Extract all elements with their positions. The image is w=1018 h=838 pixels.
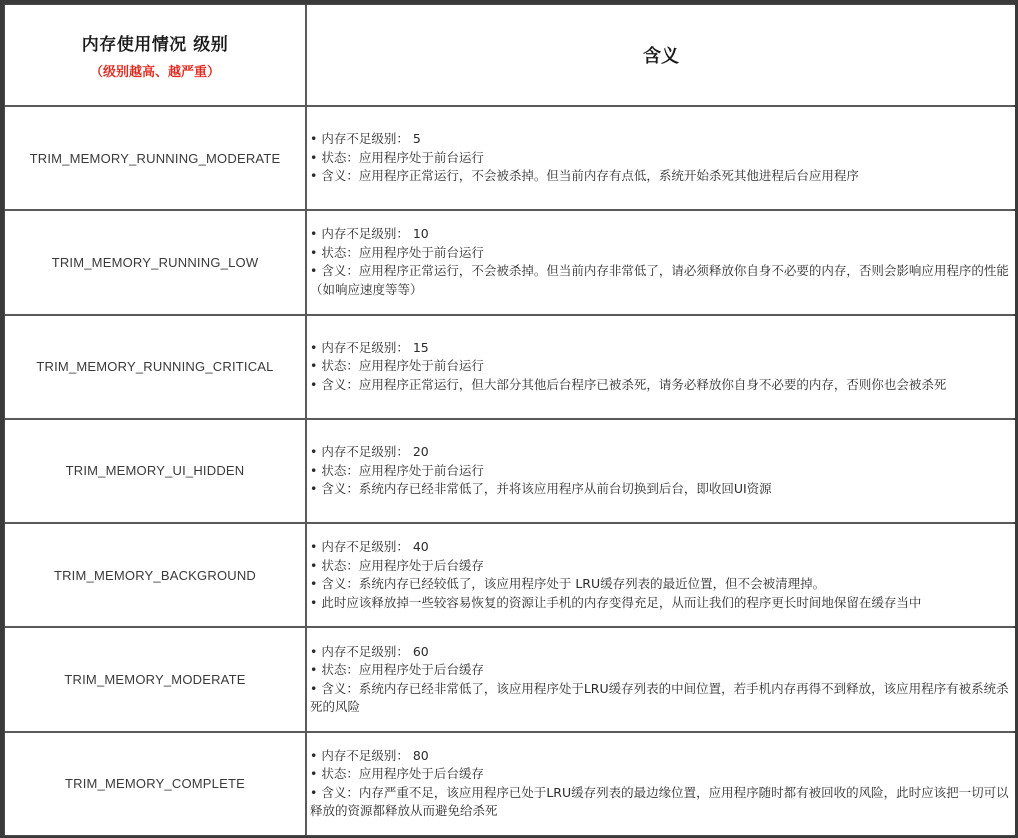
description-line: • 内存不足级别： 80 xyxy=(310,747,429,763)
header-level-subtitle: （级别越高、越严重） xyxy=(89,65,220,80)
level-description-cell xyxy=(307,733,1015,835)
description-line: • 状态：应用程序处于前台运行 xyxy=(310,462,484,478)
level-name-cell xyxy=(5,733,305,835)
description-line: • 含义：应用程序正常运行，但大部分其他后台程序已被杀死，请务必释放你自身不必要的内存，否则你也会被杀死 xyxy=(310,376,947,392)
description-line: • 状态：应用程序处于后台缓存 xyxy=(310,662,484,678)
description-line: • 内存不足级别： 15 xyxy=(310,339,429,355)
header-level-title: 内存使用情况 级别 xyxy=(81,35,229,55)
header-meaning-title: 含义 xyxy=(643,46,679,67)
level-description-cell xyxy=(307,628,1015,730)
level-description-cell xyxy=(307,420,1015,522)
level-name-cell xyxy=(5,316,305,418)
description-line: • 状态：应用程序处于前台运行 xyxy=(310,149,484,165)
header-meaning-cell xyxy=(307,5,1015,105)
level-description-cell xyxy=(307,524,1015,626)
level-description-cell xyxy=(307,211,1015,313)
description-line: • 状态：应用程序处于后台缓存 xyxy=(310,766,484,782)
level-name: TRIM_MEMORY_COMPLETE xyxy=(64,776,245,792)
level-name: TRIM_MEMORY_BACKGROUND xyxy=(53,567,257,583)
memory-levels-table xyxy=(4,4,1014,836)
level-name-cell xyxy=(5,107,305,209)
level-name: TRIM_MEMORY_MODERATE xyxy=(64,672,246,688)
description-line: • 状态：应用程序处于前台运行 xyxy=(310,358,484,374)
description-line: • 此时应该释放掉一些较容易恢复的资源让手机的内存变得充足，从而让我们的程序更长时间地保留在缓存当中 xyxy=(310,594,922,610)
description-line: • 状态：应用程序处于后台缓存 xyxy=(310,557,484,573)
description-line: • 状态：应用程序处于前台运行 xyxy=(310,244,484,260)
description-line: • 内存不足级别： 5 xyxy=(310,131,421,147)
description-line: • 含义：系统内存已经较低了，该应用程序处于 LRU缓存列表的最近位置，但不会被清理掉。 xyxy=(310,576,826,592)
level-description-cell xyxy=(307,107,1015,209)
level-name: TRIM_MEMORY_RUNNING_LOW xyxy=(51,254,259,270)
level-name-cell xyxy=(5,628,305,730)
description-line: • 内存不足级别： 40 xyxy=(310,539,429,555)
description-line: • 含义：系统内存已经非常低了，并将该应用程序从前台切换到后台，即收回UI资源 xyxy=(310,481,772,497)
description-line: • 含义：系统内存已经非常低了，该应用程序处于LRU缓存列表的中间位置，若手机内存再得不到释放，该应用程序有被系统杀死的风险 xyxy=(310,680,1009,715)
description-line: • 内存不足级别： 20 xyxy=(310,444,429,460)
description-line: • 含义：内存严重不足，该应用程序已处于LRU缓存列表的最边缘位置，应用程序随时都有被回收的风险，此时应该把一切可以释放的资源都释放从而避免给杀死 xyxy=(310,784,1009,819)
description-line: • 内存不足级别： 60 xyxy=(310,643,429,659)
level-name: TRIM_MEMORY_UI_HIDDEN xyxy=(65,463,245,479)
description-line: • 含义：应用程序正常运行，不会被杀掉。但当前内存有点低，系统开始杀死其他进程后台应用程序 xyxy=(310,168,859,184)
level-name: TRIM_MEMORY_RUNNING_MODERATE xyxy=(29,150,281,166)
level-description-cell xyxy=(307,316,1015,418)
description-line: • 内存不足级别： 10 xyxy=(310,226,429,242)
level-name-cell xyxy=(5,211,305,313)
description-line: • 含义：应用程序正常运行，不会被杀掉。但当前内存非常低了，请必须释放你自身不必要的内存，否则会影响应用程序的性能（如响应速度等等） xyxy=(310,263,1009,297)
level-name: TRIM_MEMORY_RUNNING_CRITICAL xyxy=(36,359,274,375)
header-level-cell xyxy=(5,5,305,105)
level-name-cell xyxy=(5,420,305,522)
level-name-cell xyxy=(5,524,305,626)
